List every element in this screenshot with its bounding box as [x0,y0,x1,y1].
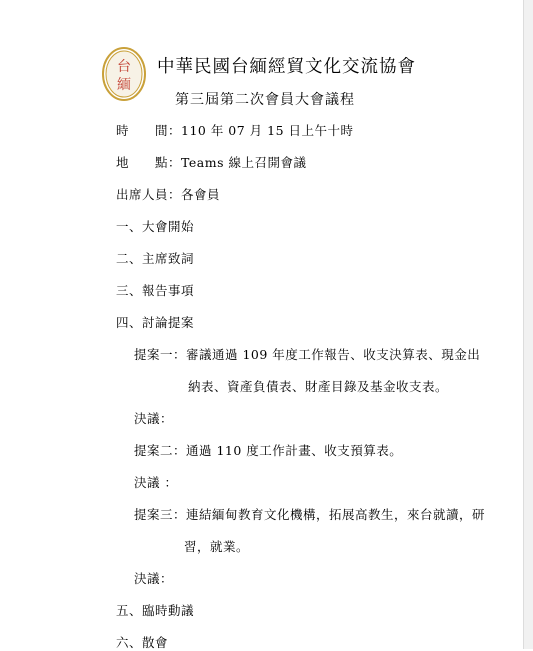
proposal-2: 提案二：通過 110 度工作計畫、收支預算表。 [134,443,403,458]
association-logo-icon [102,47,146,101]
attendees: 出席人員：各會員 [116,187,221,202]
agenda-item-3: 三、報告事項 [116,283,195,298]
organization-title: 中華民國台緬經貿文化交流協會 [157,57,416,77]
agenda-title: 第三屆第二次會員大會議程 [175,92,355,108]
agenda-item-1: 一、大會開始 [116,219,195,234]
meeting-time: 時 間：110 年 07 月 15 日上午十時 [116,123,354,138]
resolution-2: 決議 ： [134,475,178,490]
meeting-place: 地 點：Teams 線上召開會議 [116,155,307,170]
svg-text:緬: 緬 [117,77,131,93]
proposal-1: 提案一：審議通過 109 年度工作報告、收支決算表、現金出 [134,347,481,362]
agenda-item-6: 六、散會 [116,635,169,650]
svg-text:台: 台 [117,59,131,75]
agenda-item-4: 四、討論提案 [116,315,195,330]
agenda-item-2: 二、主席致詞 [116,251,195,266]
proposal-3-continued: 習，就業。 [184,539,250,554]
vertical-scrollbar[interactable] [523,0,533,649]
agenda-item-5: 五、臨時動議 [116,603,195,618]
proposal-3: 提案三：連結緬甸教育文化機構，拓展高教生，來台就讀，研 [134,507,486,522]
proposal-1-continued: 納表、資產負債表、財產目錄及基金收支表。 [188,379,449,394]
resolution-3: 決議： [134,571,174,586]
resolution-1: 決議： [134,411,174,426]
